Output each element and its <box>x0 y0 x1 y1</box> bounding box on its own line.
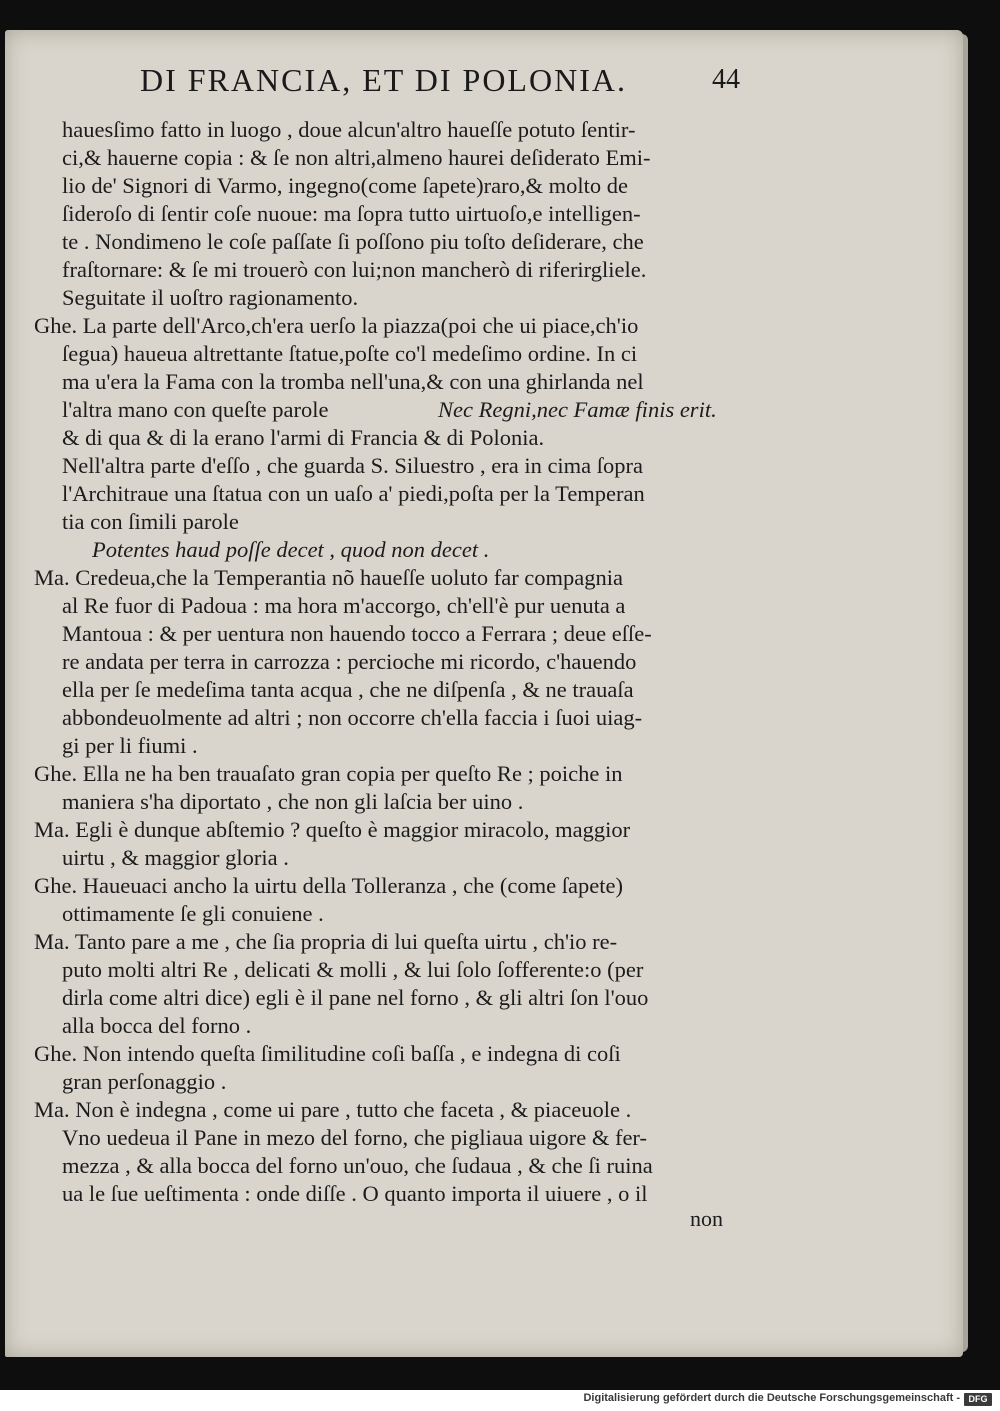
running-head: DI FRANCIA, ET DI POLONIA. <box>140 62 627 98</box>
text-line: & di qua & di la erano l'armi di Francia & di Polonia. <box>62 425 545 450</box>
text-line: uirtu , & maggior gloria . <box>62 845 289 870</box>
page-number: 44 <box>712 64 740 95</box>
text-line: gran perſonaggio . <box>62 1069 227 1094</box>
text-line: te . Nondimeno le coſe paſſate ſi poſſono piu toſto deſiderare, che <box>62 229 644 254</box>
text-line: abbondeuolmente ad altri ; non occorre ch'ella faccia i ſuoi uiag- <box>62 705 643 730</box>
text-line: gi per li fiumi . <box>62 733 198 758</box>
text-line: hauesſimo fatto in luogo , doue alcun'altro haueſſe potuto ſentir- <box>62 117 636 142</box>
text-line: Vno uedeua il Pane in mezo del forno, che pigliaua uigore & fer- <box>62 1125 647 1150</box>
text-line: Seguitate il uoſtro ragionamento. <box>62 285 359 310</box>
text-line: l'Architraue una ſtatua con un uaſo a' piedi,poſta per la Temperan <box>62 481 645 506</box>
footer-credit: Digitalisierung gefördert durch die Deutsche Forschungsgemeinschaft - <box>583 1392 960 1404</box>
speaker-line: Ma. Non è indegna , come ui pare , tutto che faceta , & piaceuole . <box>34 1097 632 1122</box>
text-line: mezza , & alla bocca del forno un'ouo, che ſudaua , & che ſi ruina <box>62 1153 653 1178</box>
text-line: maniera s'ha diportato , che non gli laſcia ber uino . <box>62 789 524 814</box>
text-line: ottimamente ſe gli conuiene . <box>62 901 324 926</box>
speaker-line: Ghe. La parte dell'Arco,ch'era uerſo la piazza(poi che ui piace,ch'io <box>34 313 639 338</box>
speaker-line: Ma. Credeua,che la Temperantia nõ haueſſe uoluto far compagnia <box>34 565 624 590</box>
speaker-line: Ma. Tanto pare a me , che ſia propria di lui queſta uirtu , ch'io re- <box>34 929 618 954</box>
speaker-line: Ghe. Haueuaci ancho la uirtu della Tolleranza , che (come ſapete) <box>34 873 623 898</box>
motto-line: Nec Regni,nec Famæ finis erit. <box>438 397 717 422</box>
speaker-line: Ma. Egli è dunque abſtemio ? queſto è maggior miracolo, maggior <box>34 817 631 842</box>
text-line: alla bocca del forno . <box>62 1013 252 1038</box>
text-line: ci,& hauerne copia : & ſe non altri,almeno haurei deſiderato Emi- <box>62 145 651 170</box>
text-line: ua le ſue ueſtimenta : onde diſſe . O quanto importa il uiuere , o il <box>62 1181 648 1206</box>
speaker-line: Ghe. Ella ne ha ben trauaſato gran copia per queſto Re ; poiche in <box>34 761 623 786</box>
dfg-logo: DFG <box>964 1393 992 1406</box>
text-line: ella per ſe medeſima tanta acqua , che ne diſpenſa , & ne trauaſa <box>62 677 634 702</box>
text-line: ſideroſo di ſentir coſe nuoue: ma ſopra tutto uirtuoſo,e intelligen- <box>62 201 641 226</box>
footer-bar <box>0 1390 1000 1411</box>
text-line: Mantoua : & per uentura non hauendo tocco a Ferrara ; deue eſſe- <box>62 621 652 646</box>
text-line: Nell'altra parte d'eſſo , che guarda S. Siluestro , era in cima ſopra <box>62 453 644 478</box>
motto-line: Potentes haud poſſe decet , quod non decet . <box>92 537 490 562</box>
text-line: al Re fuor di Padoua : ma hora m'accorgo, ch'ell'è pur uenuta a <box>62 593 626 618</box>
text-line: l'altra mano con queſte parole <box>62 397 329 422</box>
catchword: non <box>690 1206 723 1231</box>
text-line: dirla come altri dice) egli è il pane nel forno , & gli altri ſon l'ouo <box>62 985 649 1010</box>
text-line: puto molti altri Re , delicati & molli , & lui ſolo ſofferente:o (per <box>62 957 644 982</box>
text-line: re andata per terra in carrozza : percioche mi ricordo, c'hauendo <box>62 649 637 674</box>
text-line: ma u'era la Fama con la tromba nell'una,& con una ghirlanda nel <box>62 369 644 394</box>
text-line: ſegua) haueua altrettante ſtatue,poſte co'l medeſimo ordine. In ci <box>62 341 638 366</box>
text-line: lio de' Signori di Varmo, ingegno(come ſapete)raro,& molto de <box>62 173 629 198</box>
speaker-line: Ghe. Non intendo queſta ſimilitudine coſi baſſa , e indegna di coſi <box>34 1041 621 1066</box>
text-line: fraſtornare: & ſe mi trouerò con lui;non mancherò di riferirgliele. <box>62 257 647 282</box>
text-line: tia con ſimili parole <box>62 509 239 534</box>
